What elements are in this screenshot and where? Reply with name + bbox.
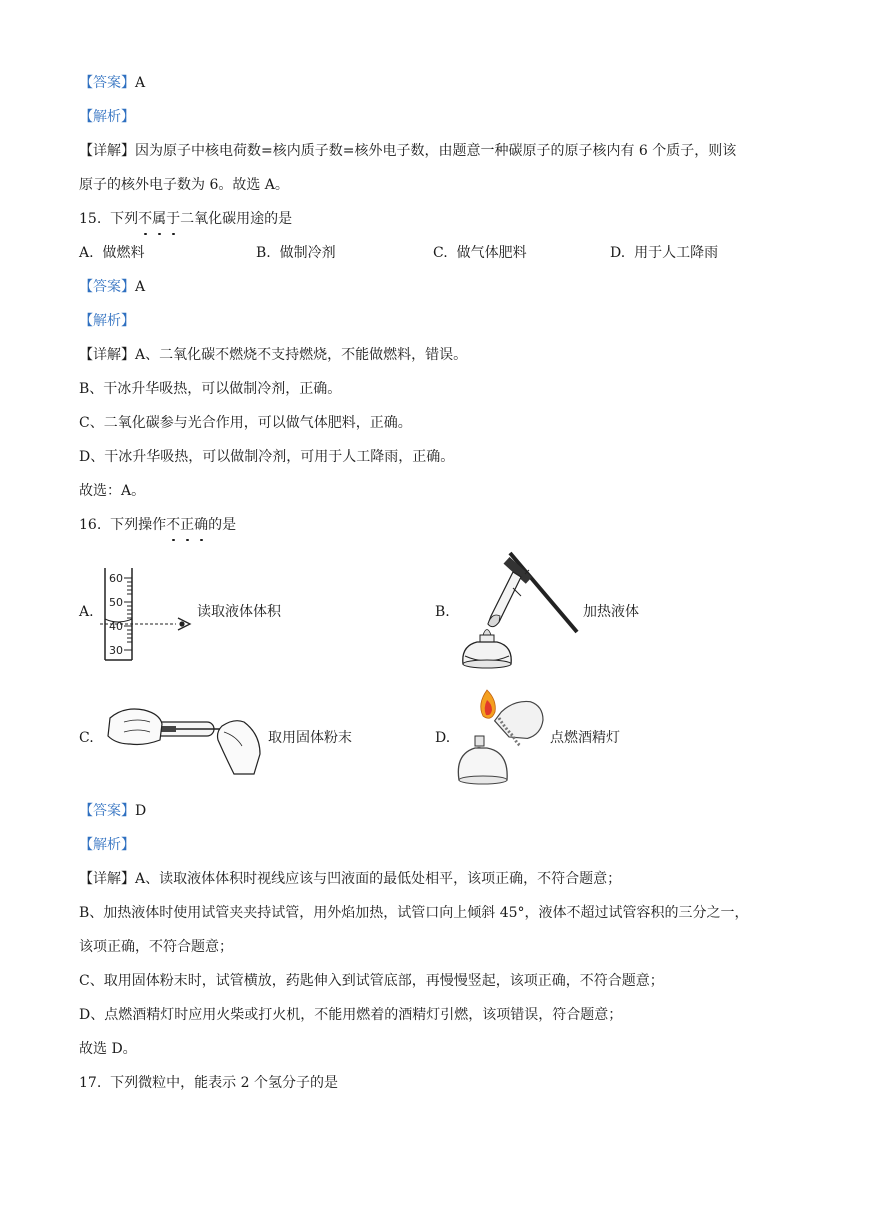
q16-option-d-letter: D. bbox=[435, 730, 451, 746]
heating-liquid-figure bbox=[455, 550, 585, 675]
graduated-cylinder-figure bbox=[100, 566, 200, 664]
emphasis-char: 正 bbox=[180, 517, 195, 533]
q15-option-b: B. 做制冷剂 bbox=[256, 245, 336, 261]
q15-stem: 15. 下列不属于二氧化碳用途的是 bbox=[79, 211, 293, 227]
q14-answer: 【答案】A bbox=[79, 75, 146, 91]
q15-option-d: D. 用于人工降雨 bbox=[610, 245, 719, 261]
q16-detail-line4: C、取用固体粉末时，试管横放，药匙伸入到试管底部，再慢慢竖起，该项正确，不符合题意； bbox=[79, 973, 664, 989]
cylinder-tick-label: 30 bbox=[109, 644, 123, 657]
emphasis-char: 不 bbox=[138, 211, 153, 227]
emphasis-char: 于 bbox=[166, 211, 181, 227]
q15-analysis-label: 【解析】 bbox=[79, 313, 135, 329]
q16-detail-line5: D、点燃酒精灯时应用火柴或打火机，不能用燃着的酒精灯引燃，该项错误，符合题意； bbox=[79, 1007, 623, 1023]
q15-detail-line3: C、二氧化碳参与光合作用，可以做气体肥料，正确。 bbox=[79, 415, 412, 431]
q15-detail-line2: B、干冰升华吸热，可以做制冷剂，正确。 bbox=[79, 381, 342, 397]
q15-detail-line1: 【详解】A、二氧化碳不燃烧不支持燃烧，不能做燃料，错误。 bbox=[79, 347, 468, 363]
alcohol-lamp-icon bbox=[458, 748, 507, 780]
q16-option-c-letter: C. bbox=[79, 730, 94, 746]
q16-option-c-caption: 取用固体粉末 bbox=[268, 730, 352, 746]
lamp-lighting-figure bbox=[455, 688, 555, 786]
q16-option-d-caption: 点燃酒精灯 bbox=[550, 730, 620, 746]
emphasis-char: 确 bbox=[194, 517, 209, 533]
q15-option-c: C. 做气体肥料 bbox=[433, 245, 527, 261]
q15-option-a: A. 做燃料 bbox=[79, 245, 145, 261]
flame-icon bbox=[483, 630, 491, 636]
q16-stem: 16. 下列操作不正确的是 bbox=[79, 517, 237, 533]
q16-analysis-label: 【解析】 bbox=[79, 837, 135, 853]
q17-stem: 17. 下列微粒中，能表示 2 个氢分子的是 bbox=[79, 1075, 338, 1091]
hand-left-icon bbox=[108, 709, 162, 745]
q16-option-b-caption: 加热液体 bbox=[583, 604, 639, 620]
q16-conclusion: 故选 D。 bbox=[79, 1041, 137, 1057]
q16-detail-line3: 该项正确，不符合题意； bbox=[79, 939, 233, 955]
cylinder-tick-label: 40 bbox=[109, 620, 123, 633]
q16-detail-line2: B、加热液体时使用试管夹夹持试管，用外焰加热，试管口向上倾斜 45°，液体不超过试管容积的三分之一， bbox=[79, 905, 749, 921]
q16-option-b-letter: B. bbox=[435, 604, 450, 620]
cylinder-tick-label: 50 bbox=[109, 596, 123, 609]
cylinder-tick-label: 60 bbox=[109, 572, 123, 585]
q14-analysis-label: 【解析】 bbox=[79, 109, 135, 125]
q15-conclusion: 故选：A。 bbox=[79, 483, 146, 499]
hand-right-icon bbox=[218, 721, 261, 774]
q16-detail-line1: 【详解】A、读取液体体积时视线应该与凹液面的最低处相平，该项正确，不符合题意； bbox=[79, 871, 622, 887]
q14-detail-line2: 原子的核外电子数为 6。故选 A。 bbox=[79, 177, 289, 193]
q16-option-a-caption: 读取液体体积 bbox=[197, 604, 281, 620]
emphasis-char: 不 bbox=[166, 517, 181, 533]
q15-detail-line4: D、干冰升华吸热，可以做制冷剂，可用于人工降雨，正确。 bbox=[79, 449, 455, 465]
q14-detail-line1: 【详解】因为原子中核电荷数=核内质子数=核外电子数，由题意一种碳原子的原子核内有 6 个质子，则该 bbox=[79, 143, 737, 159]
powder-transfer-figure bbox=[104, 700, 264, 778]
q16-answer: 【答案】D bbox=[79, 803, 147, 819]
q15-answer: 【答案】A bbox=[79, 279, 146, 295]
emphasis-char: 属 bbox=[152, 211, 167, 227]
q16-option-a-letter: A. bbox=[79, 604, 94, 620]
